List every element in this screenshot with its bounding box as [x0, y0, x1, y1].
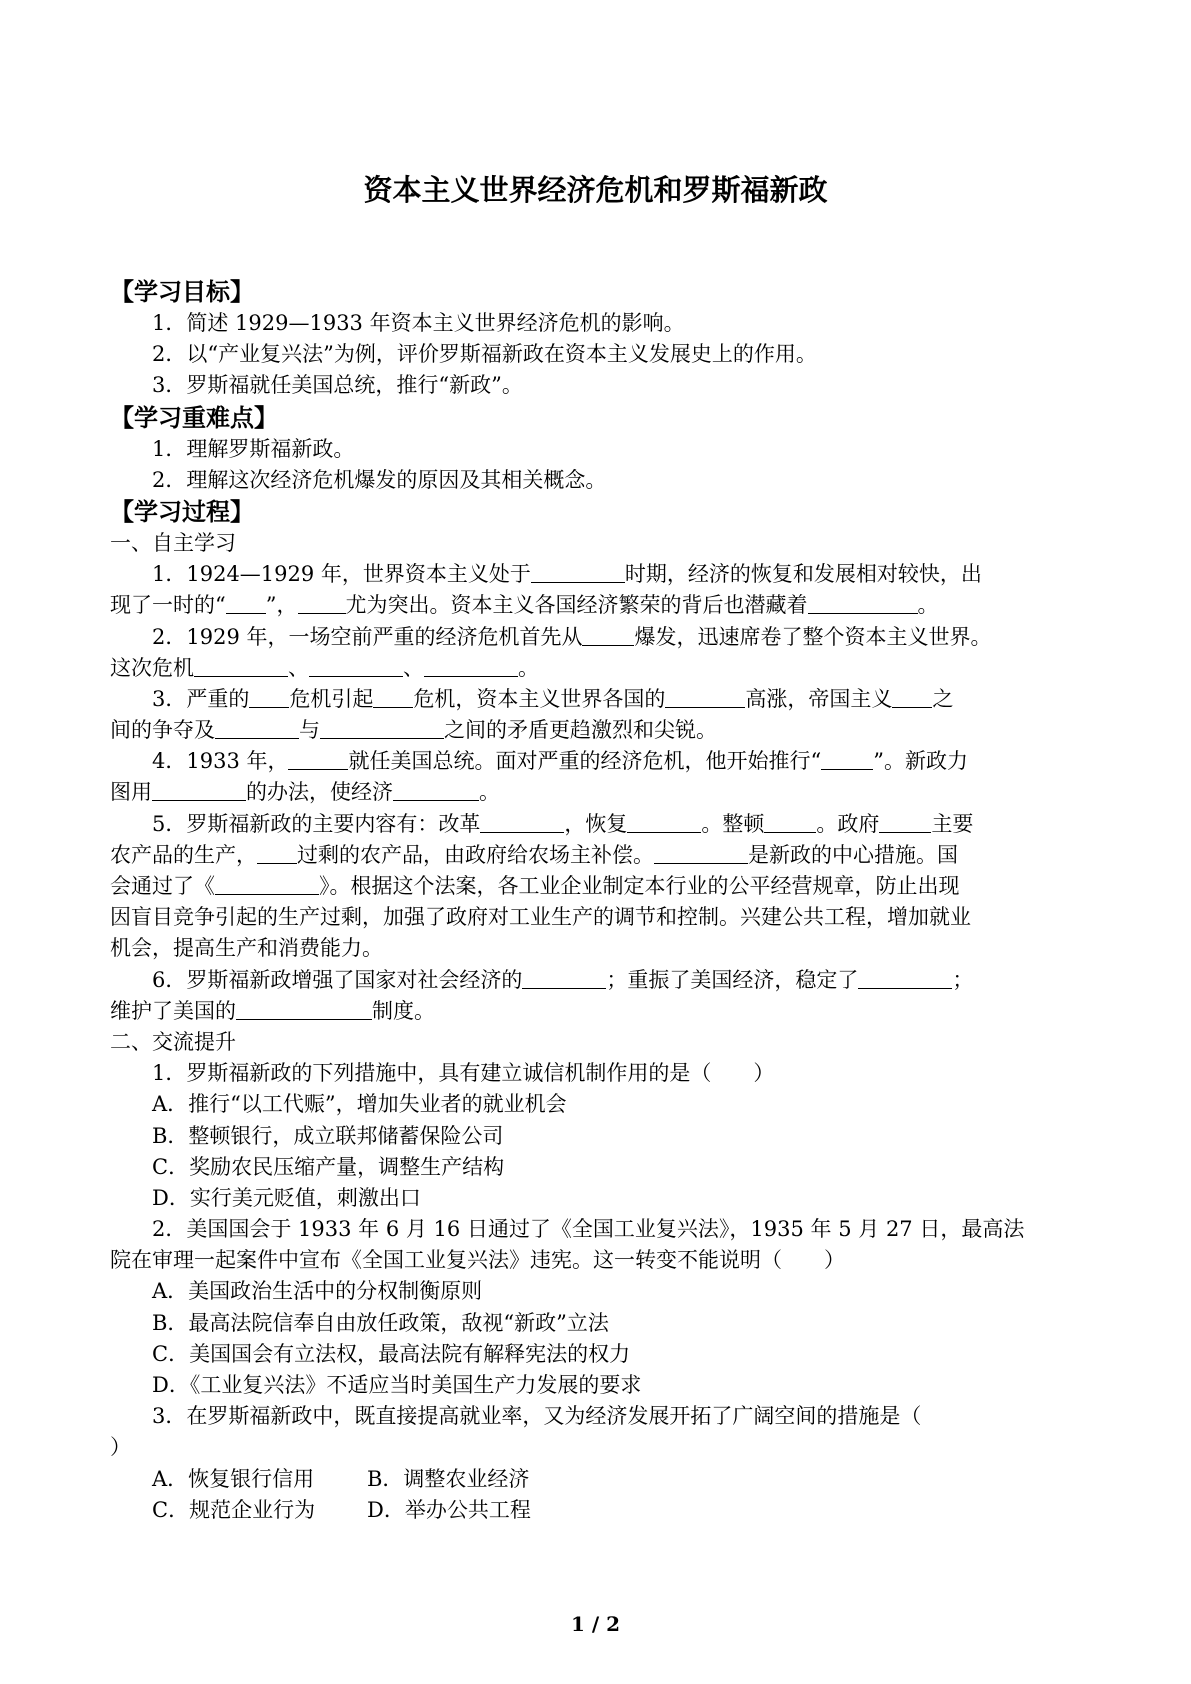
key-points-heading: 【学习重难点】 [110, 403, 278, 432]
question-1-line-2: 现了一时的“ ”， 尤为突出。资本主义各国经济繁荣的背后也潜藏着 。 [110, 593, 939, 618]
mc-option: A．推行“以工代赈”，增加失业者的就业机会 [152, 1092, 567, 1117]
fill-blank [879, 812, 931, 833]
fill-blank [215, 874, 319, 895]
mc-option: D．举办公共工程 [367, 1497, 531, 1522]
fill-blank [194, 656, 288, 677]
fill-blank [257, 843, 297, 864]
fill-blank [152, 780, 246, 801]
mc-option: C．奖励农民压缩产量，调整生产结构 [152, 1154, 505, 1179]
page-number: 1 / 2 [570, 1612, 621, 1636]
goal-item: 3．罗斯福就任美国总统，推行“新政”。 [152, 373, 523, 398]
fill-blank [808, 593, 918, 614]
goal-item: 2．以“产业复兴法”为例，评价罗斯福新政在资本主义发展史上的作用。 [152, 342, 817, 367]
fill-blank [522, 968, 606, 989]
mc-option: A．美国政治生活中的分权制衡原则 [152, 1279, 483, 1304]
fill-blank [627, 812, 701, 833]
fill-blank [393, 780, 479, 801]
part2-heading: 二、交流提升 [110, 1029, 236, 1054]
fill-blank [531, 562, 625, 583]
fill-blank [892, 687, 932, 708]
question-5-line-2: 农产品的生产， 过剩的农产品，由政府给农场主补偿。 是新政的中心措施。国 [110, 842, 958, 867]
question-2-line-1: 2．1929 年，一场空前严重的经济危机首先从 爆发，迅速席卷了整个资本主义世界。 [152, 624, 992, 649]
goal-item: 1．简述 1929—1933 年资本主义世界经济危机的影响。 [152, 311, 685, 335]
question-6-line-2: 维护了美国的 制度。 [110, 998, 435, 1023]
fill-blank [288, 749, 348, 770]
question-5-line-5: 机会，提高生产和消费能力。 [110, 936, 383, 961]
mc-option: A．恢复银行信用 [152, 1466, 315, 1491]
mc-option: B．最高法院信奉自由放任政策，敌视“新政”立法 [152, 1310, 609, 1335]
question-2-line-2: 这次危机 、 、 。 [110, 655, 539, 680]
fill-blank [309, 656, 403, 677]
mc-question-3-stem-line-1: 3．在罗斯福新政中，既直接提高就业率，又为经济发展开拓了广阔空间的措施是（ [152, 1404, 922, 1429]
question-4-line-2: 图用 的办法，使经济 。 [110, 780, 500, 805]
mc-option-row [110, 1464, 1080, 1495]
document-body [110, 276, 1080, 1526]
page-title: 资本主义世界经济危机和罗斯福新政 [363, 173, 828, 207]
process-heading: 【学习过程】 [110, 497, 254, 526]
question-3-line-2: 间的争夺及 与 之间的矛盾更趋激烈和尖锐。 [110, 718, 717, 743]
fill-blank [249, 687, 289, 708]
mc-option: C．美国国会有立法权，最高法院有解释宪法的权力 [152, 1341, 631, 1366]
question-4-line-1: 4．1933 年， 就任美国总统。面对严重的经济危机，他开始推行“ ”。新政力 [152, 749, 968, 774]
mc-option: B．整顿银行，成立联邦储蓄保险公司 [152, 1123, 504, 1148]
fill-blank [215, 718, 299, 739]
fill-blank [373, 687, 413, 708]
key-point-item: 2．理解这次经济危机爆发的原因及其相关概念。 [152, 467, 607, 492]
mc-option-row [110, 1495, 1080, 1526]
question-1-line-1: 1．1924—1929 年，世界资本主义处于 时期，经济的恢复和发展相对较快，出 [152, 562, 982, 587]
mc-question-3-stem-line-2: ） [110, 1435, 131, 1460]
fill-blank [320, 718, 444, 739]
fill-blank [764, 812, 816, 833]
question-5-line-4: 因盲目竞争引起的生产过剩，加强了政府对工业生产的调节和控制。兴建公共工程，增加就业 [110, 905, 971, 930]
question-6-line-1: 6．罗斯福新政增强了国家对社会经济的 ；重振了美国经济，稳定了 ； [152, 967, 974, 992]
mc-question-2-stem-line-1: 2．美国国会于 1933 年 6 月 16 日通过了《全国工业复兴法》，1935 年 5 月 27 日，最高法 [152, 1217, 1025, 1242]
mc-option: D．《工业复兴法》不适应当时美国生产力发展的要求 [152, 1373, 642, 1397]
mc-option: B．调整农业经济 [367, 1466, 530, 1491]
key-point-item: 1．理解罗斯福新政。 [152, 436, 355, 461]
goals-heading: 【学习目标】 [110, 278, 254, 306]
mc-option: D．实行美元贬值，刺激出口 [152, 1185, 421, 1210]
fill-blank [821, 749, 873, 770]
fill-blank [480, 812, 564, 833]
part1-heading: 一、自主学习 [110, 530, 236, 555]
fill-blank [236, 999, 372, 1020]
fill-blank [858, 968, 952, 989]
fill-blank [582, 625, 634, 646]
mc-option: C．规范企业行为 [152, 1497, 316, 1522]
mc-question-1-stem: 1．罗斯福新政的下列措施中，具有建立诚信机制作用的是（ ） [152, 1061, 775, 1086]
question-5-line-3: 会通过了《 》。根据这个法案，各工业企业制定本行业的公平经营规章，防止出现 [110, 874, 960, 898]
fill-blank [665, 687, 745, 708]
question-3-line-1: 3．严重的 危机引起 危机，资本主义世界各国的 高涨，帝国主义 之 [152, 686, 954, 711]
question-5-line-1: 5．罗斯福新政的主要内容有：改革 ，恢复 。整顿 。政府 主要 [152, 811, 974, 836]
mc-question-2-stem-line-2: 院在审理一起案件中宣布《全国工业复兴法》违宪。这一转变不能说明（ ） [110, 1248, 845, 1273]
fill-blank [226, 593, 266, 614]
fill-blank [298, 593, 346, 614]
fill-blank [424, 656, 518, 677]
fill-blank [654, 843, 748, 864]
